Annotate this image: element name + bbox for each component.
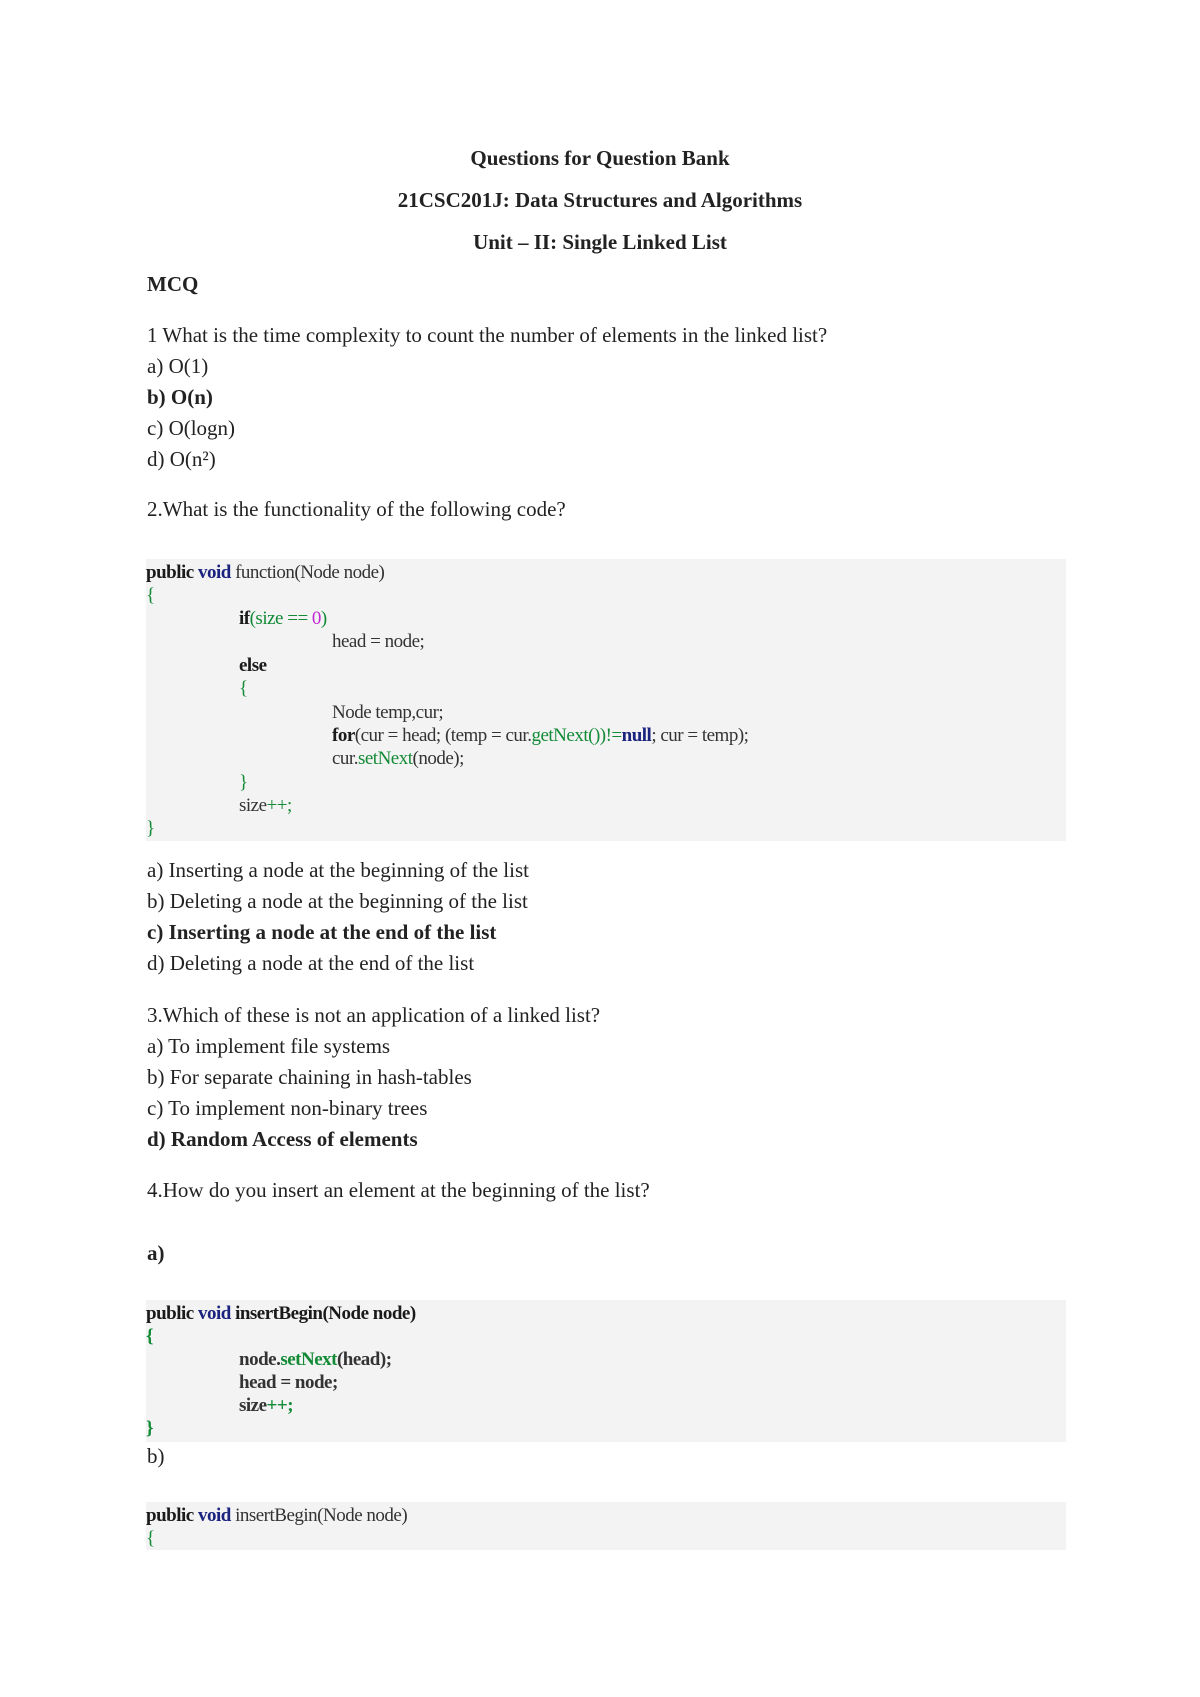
q3-option-a: a) To implement file systems [147, 1034, 391, 1058]
question-1: 1 What is the time complexity to count the number of elements in the linked list? [147, 323, 828, 347]
question-3: 3.Which of these is not an application of a linked list? [147, 1003, 601, 1027]
code-else-close: } [239, 772, 248, 793]
code-a-close: } [146, 1418, 153, 1439]
q2-option-d: d) Deleting a node at the end of the list [147, 951, 475, 975]
q3-option-c: c) To implement non-binary trees [147, 1096, 428, 1120]
q4-option-a-label: a) [147, 1241, 165, 1265]
code-b-open: { [146, 1528, 155, 1549]
code-a-line2: head = node; [239, 1372, 338, 1393]
code-size-inc: size++; [239, 795, 292, 816]
q4-code-block-b [146, 1502, 1066, 1550]
q2-option-b: b) Deleting a node at the beginning of the list [147, 889, 528, 913]
q2-option-a: a) Inserting a node at the beginning of the list [147, 858, 529, 882]
question-2: 2.What is the functionality of the following code? [147, 497, 566, 521]
q2-option-c: c) Inserting a node at the end of the list [147, 920, 497, 944]
question-4: 4.How do you insert an element at the beginning of the list? [147, 1178, 650, 1202]
q4-code-block-a [146, 1300, 1066, 1442]
code-head-assign: head = node; [332, 631, 425, 652]
code-if: if(size == 0) [239, 608, 327, 629]
q1-option-b: b) O(n) [147, 385, 213, 409]
code-else: else [239, 655, 267, 676]
q1-option-c: c) O(logn) [147, 416, 236, 440]
code-b-signature: public void insertBegin(Node node) [146, 1505, 408, 1526]
code-a-open: { [146, 1326, 153, 1347]
q2-code-block [146, 559, 1066, 841]
q3-option-d: d) Random Access of elements [147, 1127, 418, 1151]
document-title: Questions for Question Bank [470, 146, 730, 170]
code-else-open: { [239, 678, 248, 699]
q3-option-b: b) For separate chaining in hash-tables [147, 1065, 472, 1089]
code-close-brace: } [146, 818, 155, 839]
code-setnext: cur.setNext(node); [332, 748, 464, 769]
code-signature: public void function(Node node) [146, 562, 385, 583]
code-a-signature: public void insertBegin(Node node) [146, 1303, 416, 1324]
code-a-line3: size++; [239, 1395, 294, 1416]
q1-option-d: d) O(n²) [147, 447, 216, 471]
code-a-line1: node.setNext(head); [239, 1349, 392, 1370]
section-label: MCQ [147, 272, 199, 296]
code-open-brace: { [146, 585, 155, 606]
course-title: 21CSC201J: Data Structures and Algorithms [397, 188, 803, 212]
unit-title: Unit – II: Single Linked List [473, 230, 727, 254]
q4-option-b-label: b) [147, 1444, 165, 1468]
q1-option-a: a) O(1) [147, 354, 209, 378]
code-for: for(cur = head; (temp = cur.getNext())!=null; cur = temp); [332, 725, 749, 746]
code-decl: Node temp,cur; [332, 702, 444, 723]
